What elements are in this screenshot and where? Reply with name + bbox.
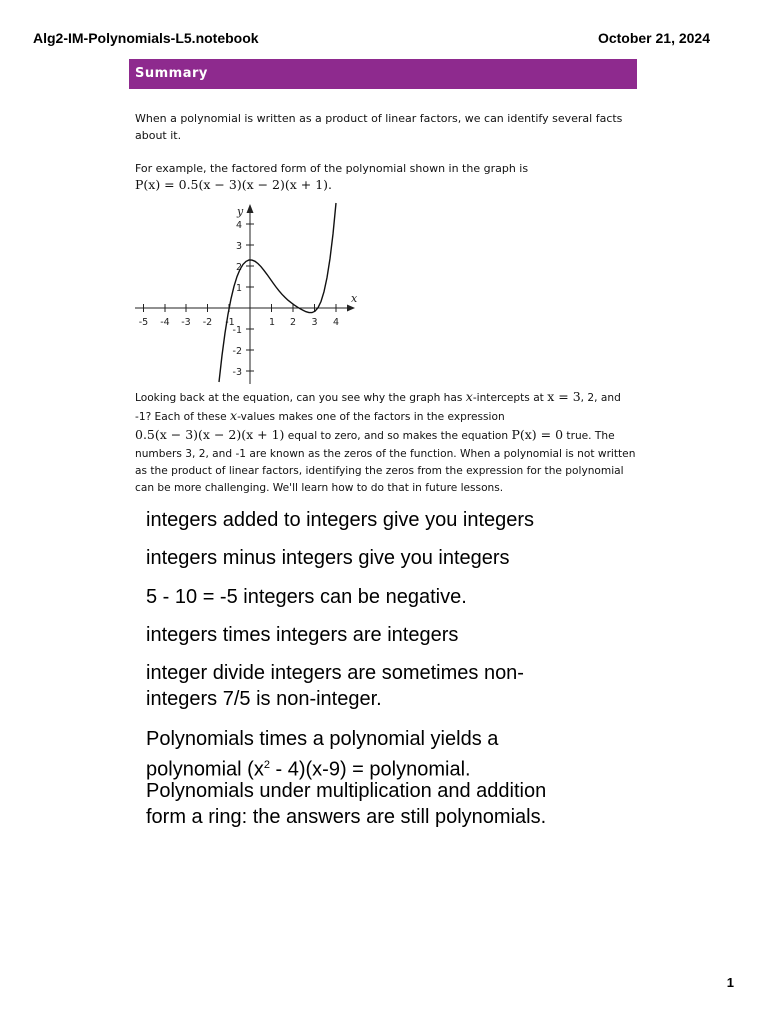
note-line: integers added to integers give you integers <box>146 509 535 531</box>
y-tick-label: 3 <box>235 241 242 252</box>
note-line: integers 7/5 is non-integer. <box>146 688 382 710</box>
note-line: polynomial $(x^2 - 4)(x-9)$ = polynomial. <box>146 758 471 781</box>
note-line: Polynomials times a polynomial yields a <box>146 728 499 750</box>
note-line: 5 - 10 = -5 integers can be negative. <box>146 586 467 608</box>
y-tick-label: 2 <box>235 262 242 273</box>
y-tick-label: -2 <box>232 346 242 357</box>
summary-banner: Summary <box>129 59 637 89</box>
x-tick-label: -1 <box>225 317 235 328</box>
y-tick-label: 1 <box>235 283 242 294</box>
summary-intro: When a polynomial is written as a product of linear factors, we can identify several facts about it. <box>135 112 623 142</box>
note-line: integers minus integers give you integers <box>146 547 510 569</box>
notebook-date: October 21, 2024 <box>597 30 710 46</box>
polynomial-graph <box>129 202 359 387</box>
x-tick-label: -4 <box>160 317 170 328</box>
y-tick-label: 4 <box>235 220 242 231</box>
note-line: integers times integers are integers <box>146 624 459 646</box>
summary-explanation: Looking back at the equation, can you see why the graph has x-intercepts at x = 3, 2, and -1? Each of these x-values makes one of the factors in the expression 0.5(x − 3)(x − 2)(x + 1) equal to zero, and so makes the equation P(x) = 0 true. The numbers 3, 2, and -1 are known as the zeros of the function. When a polynomial is not written as the product of linear factors, identifying the zeros from the expression for the polynomial can be more challenging. We'll learn how to do that in future lessons. <box>135 389 636 495</box>
x-tick-label: -2 <box>202 317 213 328</box>
x-tick-label: -5 <box>138 317 149 328</box>
y-axis-label: y <box>237 205 244 218</box>
example-lead: For example, the factored form of the polynomial shown in the graph is <box>135 162 529 175</box>
summary-image <box>129 59 637 497</box>
x-tick-label: 1 <box>268 317 276 328</box>
x-tick-label: 4 <box>332 317 340 328</box>
x-tick-label: 3 <box>311 317 318 328</box>
y-tick-label: -1 <box>232 325 242 336</box>
y-axis-arrow <box>247 204 254 213</box>
x-axis-label: x <box>351 292 358 305</box>
x-tick-label: 2 <box>289 317 297 328</box>
x-tick-label: -3 <box>181 317 191 328</box>
note-line: integer divide integers are sometimes non- <box>146 662 524 684</box>
note-line: form a ring: the answers are still polynomials. <box>146 806 547 828</box>
y-tick-label: -3 <box>232 367 242 378</box>
notebook-title: Alg2-IM-Polynomials-L5.notebook <box>33 30 259 46</box>
factored-equation: P(x) = 0.5(x − 3)(x − 2)(x + 1). <box>135 177 333 192</box>
note-line: Polynomials under multiplication and addition <box>146 780 547 802</box>
x-axis-arrow <box>347 305 355 312</box>
page-number: 1 <box>726 975 734 990</box>
